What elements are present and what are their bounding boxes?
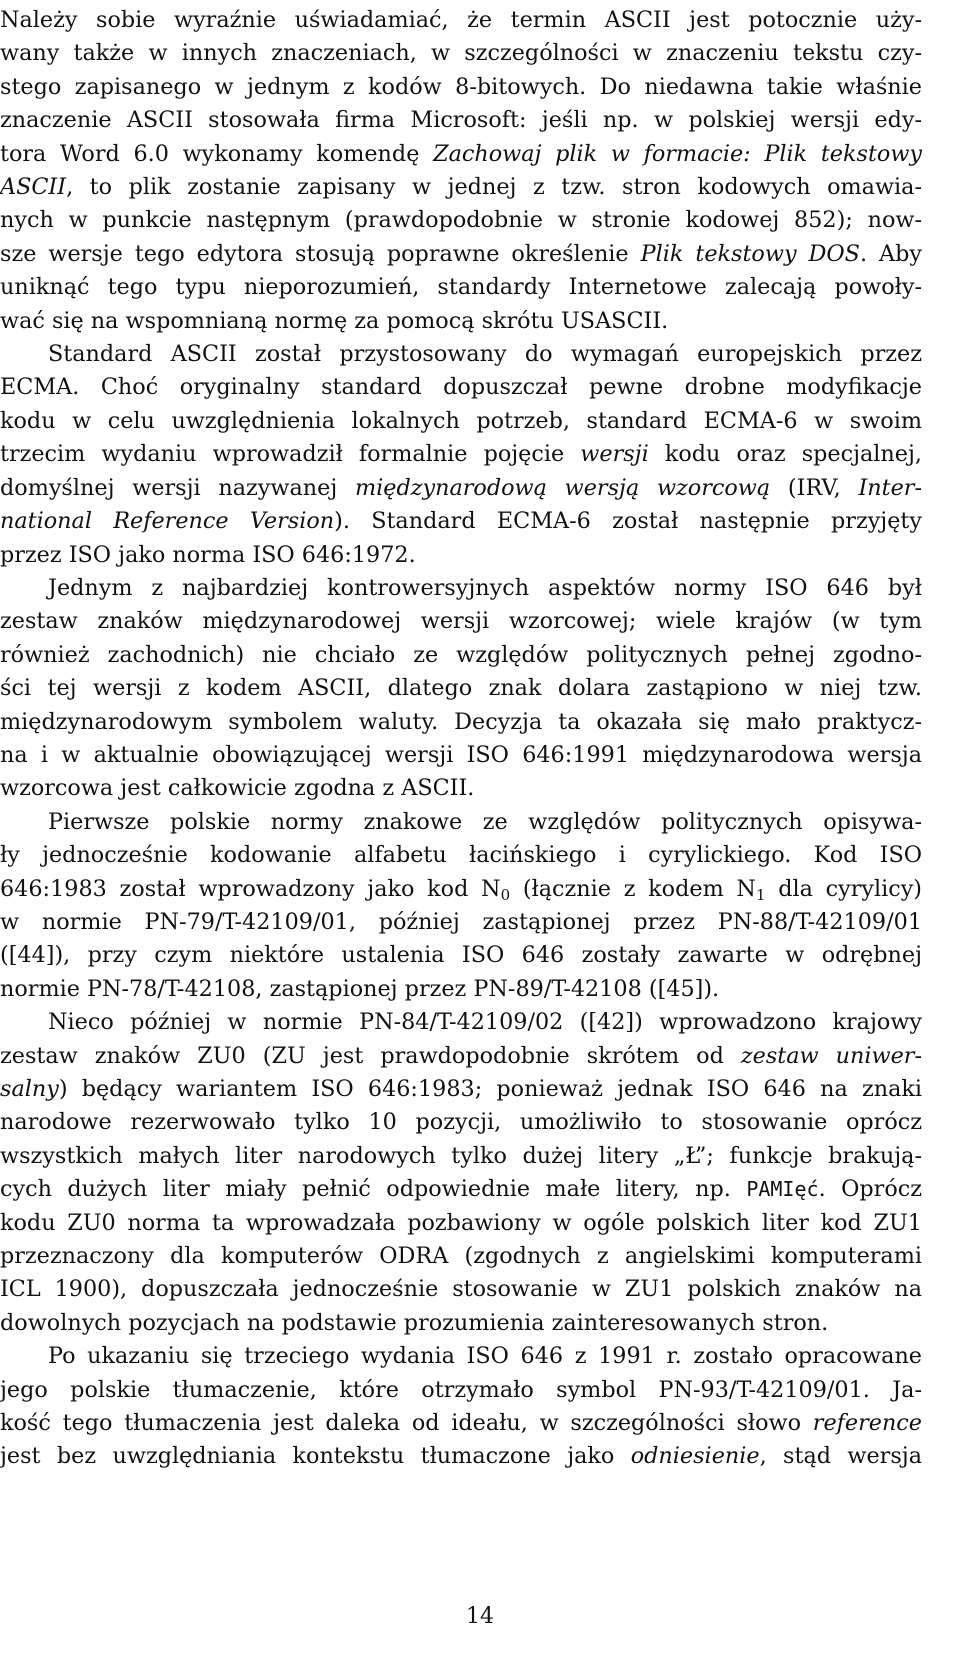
text-run: trzecim wydaniu wprowadził formalnie pojęcie	[0, 441, 581, 468]
text-line	[0, 1173, 922, 1206]
text-run: Jednym z najbardziej kontrowersyjnych aspektów normy ISO 646 był	[48, 574, 922, 601]
text-run: (łącznie z kodem N	[510, 875, 756, 902]
text-line	[0, 973, 922, 1006]
text-run: dla cyrylicy)	[765, 875, 922, 902]
text-run: wzorcowa jest całkowicie zgodna z ASCII.	[0, 775, 475, 802]
text-run: jest bez uwzględniania kontekstu tłumaczone jako	[0, 1443, 631, 1470]
text-line	[0, 1207, 922, 1240]
text-line	[0, 1073, 922, 1106]
paragraph	[0, 1006, 960, 1340]
text-run: kość tego tłumaczenia jest daleka od ideału, w szczególności słowo	[0, 1410, 813, 1437]
text-run: kodu w celu uwzględnienia lokalnych potrzeb, standard ECMA-6 w swoim	[0, 407, 922, 434]
text-run: (IRV,	[770, 474, 859, 501]
text-line	[0, 204, 922, 237]
text-line	[0, 672, 922, 705]
italic-text: national Reference Version	[0, 508, 335, 535]
text-line	[0, 1140, 922, 1173]
text-run: Standard ASCII został przystosowany do wymagań europejskich przez	[48, 341, 922, 368]
text-run: znaczenie ASCII stosowała firma Microsoft: jeśli np. w polskiej wersji edy-	[0, 107, 922, 134]
text-line	[0, 438, 922, 471]
italic-text: międzynarodową wersją wzorcową	[355, 474, 771, 501]
text-line	[0, 806, 922, 839]
text-run: ści tej wersji z kodem ASCII, dlatego znak dolara zastąpiono w niej tzw.	[0, 675, 922, 702]
text-line	[0, 305, 922, 338]
text-run: jego polskie tłumaczenie, które otrzymało symbol PN-93/T-42109/01. Ja-	[0, 1376, 922, 1403]
text-line	[0, 1374, 922, 1407]
text-run: wszystkich małych liter narodowych tylko dużej litery „Ł”; funkcje brakują-	[0, 1142, 922, 1169]
text-line	[0, 539, 922, 572]
subscript: 1	[755, 885, 766, 904]
text-run: ICL 1900), dopuszczała jednocześnie stosowanie w ZU1 polskich znaków na	[0, 1276, 922, 1303]
text-line	[0, 873, 922, 906]
text-run: ECMA. Choć oryginalny standard dopuszczał pewne drobne modyfikacje	[0, 374, 922, 401]
text-line	[0, 1407, 922, 1440]
text-run: . Oprócz	[818, 1176, 922, 1203]
text-line	[0, 171, 922, 204]
text-line	[0, 906, 922, 939]
text-line	[0, 1240, 922, 1273]
text-run: przeznaczony dla komputerów ODRA (zgodnych z angielskimi komputerami	[0, 1243, 922, 1270]
text-run: nych w punkcie następnym (prawdopodobnie w stronie kodowej 852); now-	[0, 207, 922, 234]
text-line	[0, 1307, 922, 1340]
text-line	[0, 605, 922, 638]
text-run: przez ISO jako norma ISO 646:1972.	[0, 541, 416, 568]
text-run: zestaw znaków międzynarodowej wersji wzorcowej; wiele krajów (w tym	[0, 608, 922, 635]
text-run: Po ukazaniu się trzeciego wydania ISO 646 z 1991 r. zostało opracowane	[48, 1343, 922, 1370]
text-line	[0, 839, 922, 872]
text-run: na i w aktualnie obowiązującej wersji ISO 646:1991 międzynarodowa wersja	[0, 741, 922, 768]
text-line	[0, 104, 922, 137]
text-line	[0, 338, 922, 371]
italic-text: Inter-	[858, 474, 923, 501]
text-run: ły jednocześnie kodowanie alfabetu łacińskiego i cyrylickiego. Kod ISO	[0, 842, 922, 869]
italic-text: zestaw uniwer-	[740, 1042, 923, 1069]
paragraph	[0, 806, 960, 1006]
italic-text: reference	[812, 1410, 922, 1437]
text-run: również zachodnich) nie chciało ze względów politycznych pełnej zgodno-	[0, 641, 922, 668]
text-run: normie PN-78/T-42108, zastąpionej przez PN-89/T-42108 ([45]).	[0, 975, 720, 1002]
text-line	[0, 772, 922, 805]
text-run: narodowe rezerwowało tylko 10 pozycji, umożliwiło to stosowanie oprócz	[0, 1109, 922, 1136]
text-run: dowolnych pozycjach na podstawie prozumienia zainteresowanych stron.	[0, 1309, 829, 1336]
text-line	[0, 572, 922, 605]
italic-text: salny	[0, 1076, 59, 1102]
text-run: kodu ZU0 norma ta wprowadzała pozbawiony w ogóle polskich liter kod ZU1	[0, 1209, 922, 1236]
monospace-text: PAMIęć	[746, 1177, 819, 1202]
subscript: 0	[500, 885, 511, 904]
page-number: 14	[466, 1604, 494, 1629]
text-run: sze wersje tego edytora stosują poprawne określenie	[0, 240, 641, 267]
text-line	[0, 1106, 922, 1139]
text-run: w normie PN-79/T-42109/01, później zastąpionej przez PN-88/T-42109/01	[0, 908, 922, 935]
text-run: cych dużych liter miały pełnić odpowiednie małe litery, np.	[0, 1176, 747, 1203]
italic-text: ASCII	[0, 174, 67, 201]
text-line	[0, 739, 922, 772]
text-line	[0, 1340, 922, 1373]
text-run: kodu oraz specjalnej,	[648, 441, 922, 468]
text-run: zestaw znaków ZU0 (ZU jest prawdopodobnie skrótem od	[0, 1042, 741, 1069]
text-line	[0, 1040, 922, 1073]
text-run: , to plik zostanie zapisany w jednej z tzw. stron kodowych omawia-	[66, 174, 922, 201]
text-line	[0, 238, 922, 271]
paragraph	[0, 1340, 960, 1474]
text-line	[0, 37, 922, 70]
text-run: uniknąć tego typu nieporozumień, standardy Internetowe zalecają powoły-	[0, 274, 922, 301]
text-line	[0, 405, 922, 438]
italic-text: Plik tekstowy DOS	[640, 240, 860, 267]
paragraph	[0, 4, 960, 338]
text-run: . Aby	[859, 240, 922, 267]
text-run: ([44]), przy czym niektóre ustalenia ISO 646 zostały zawarte w odrębnej	[0, 942, 922, 969]
text-run: stego zapisanego w jednym z kodów 8-bitowych. Do niedawna takie właśnie	[0, 73, 922, 100]
text-line	[0, 639, 922, 672]
text-line	[0, 706, 922, 739]
text-line	[0, 4, 922, 37]
text-line	[0, 271, 922, 304]
text-run: domyślnej wersji nazywanej	[0, 474, 355, 501]
text-line	[0, 71, 922, 104]
text-line	[0, 1006, 922, 1039]
paragraph	[0, 572, 960, 806]
text-line	[0, 371, 922, 404]
text-line	[0, 472, 922, 505]
text-line	[0, 1273, 922, 1306]
italic-text: wersji	[580, 441, 649, 468]
text-run: , stąd wersja	[759, 1443, 922, 1470]
text-run: ). Standard ECMA-6 został następnie przyjęty	[334, 508, 922, 535]
text-run: tora Word 6.0 wykonamy komendę	[0, 140, 434, 167]
text-run: wany także w innych znaczeniach, w szczególności w znaczeniu tekstu czy-	[0, 40, 922, 67]
text-run: wać się na wspomnianą normę za pomocą skrótu USASCII.	[0, 307, 669, 334]
text-run: Należy sobie wyraźnie uświadamiać, że termin ASCII jest potocznie uży-	[0, 7, 922, 33]
body-text	[0, 4, 960, 1474]
text-run: 646:1983 został wprowadzony jako kod N	[0, 875, 501, 902]
text-line	[0, 939, 922, 972]
text-run: międzynarodowym symbolem waluty. Decyzja ta okazała się mało praktycz-	[0, 708, 922, 735]
text-line	[0, 138, 922, 171]
text-line	[0, 1440, 922, 1473]
text-run: Nieco później w normie PN-84/T-42109/02 ([42]) wprowadzono krajowy	[48, 1009, 922, 1036]
paragraph	[0, 338, 960, 572]
text-run: Pierwsze polskie normy znakowe ze względów politycznych opisywa-	[48, 808, 922, 835]
italic-text: odniesienie	[630, 1443, 760, 1470]
text-line	[0, 505, 922, 538]
italic-text: Zachowaj plik w formacie: Plik tekstowy	[433, 140, 923, 167]
text-run: ) będący wariantem ISO 646:1983; ponieważ jednak ISO 646 na znaki	[58, 1076, 922, 1102]
